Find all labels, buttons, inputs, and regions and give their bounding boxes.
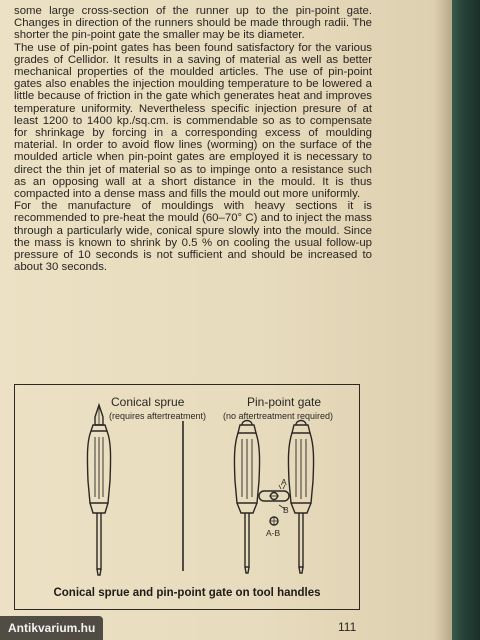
label-a: A: [281, 477, 287, 487]
conical-sprue-screwdriver: [87, 405, 110, 575]
right-subtitle: (no aftertreatment required): [223, 411, 334, 421]
left-title: Conical sprue: [111, 395, 185, 409]
paragraph-3: For the manufacture of mouldings with heavy sections it is recommended to pre-heat the mould (60–70° C) and to inject the mass through a particularly wide, conical spure slowly into the mould. Since the mass is known to shrink by 0.5 % on cooling the usual follow-up pressure of 10 seconds is not sufficient and should be increased to about 30 seconds.: [14, 200, 372, 274]
paragraph-1: some large cross-section of the runner up to the pin-point gate. Changes in direction of the runners should be made through radii. The shorter the pin-point gate the smaller may be its diameter.: [14, 5, 372, 42]
label-b: B: [283, 505, 289, 515]
watermark-logo: Antikvarium.hu: [0, 616, 103, 640]
right-title: Pin-point gate: [247, 395, 322, 409]
paragraph-2: The use of pin-point gates has been found satisfactory for the various grades of Cellidor. It results in a saving of material as well as better mechanical properties of the moulded articles. The use of pin-point gates also enables the injection moulding temperature to be lowered a little because of friction in the gate which generates heat and improves temperature uniformity. Nevertheless specific injection presure of at least 1200 to 1400 kp./sq.cm. is commendable so as to compensate for shrinkage by forcing in a corresponding excess of moulding material. In order to avoid flow lines (worming) on the surface of the moulded article when pin-point gates are employed it is necessary to direct the thin jet of material so as to impinge onto a resistance such as an opposing wall at a short distance in the mould. It is thus compacted into a dense mass and fills the mould out more uniformly.: [14, 41, 372, 201]
page-number: 111: [338, 620, 357, 634]
pin-point-gate-screwdriver-2: [288, 421, 313, 574]
figure-caption: Conical sprue and pin-point gate on tool handles: [53, 587, 321, 599]
page-gutter-shadow: [434, 0, 452, 640]
left-subtitle: (requires aftertreatment): [109, 411, 207, 421]
body-text: [14, 5, 372, 273]
label-a-b: A-B: [266, 528, 281, 538]
pin-point-gate-screwdriver-1: [234, 421, 259, 574]
book-cover-edge: [452, 0, 480, 640]
tool-handle-figure: [14, 384, 360, 610]
